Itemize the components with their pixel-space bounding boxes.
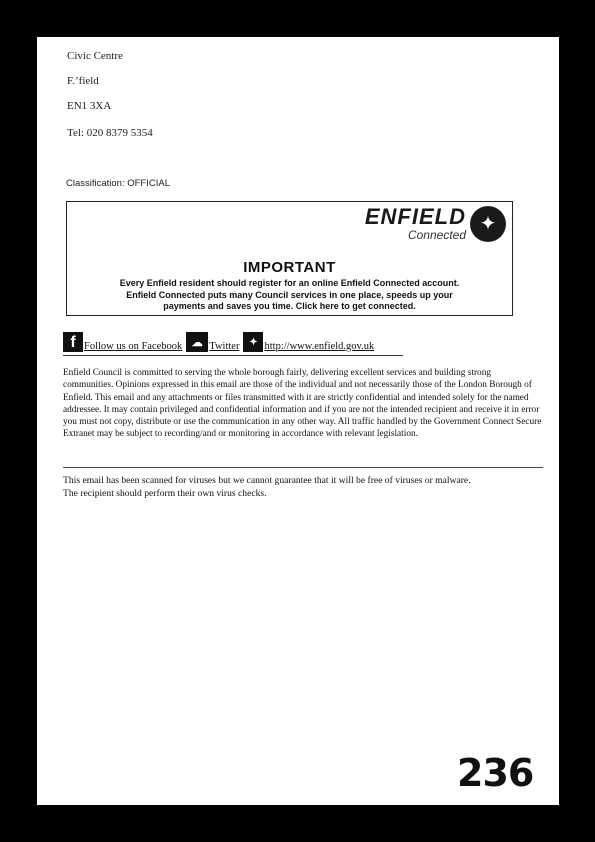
virus-notice-line-2: The recipient should perform their own virus checks. xyxy=(63,487,267,499)
address-phone: Tel: 020 8379 5354 xyxy=(67,127,153,139)
banner-message xyxy=(73,278,506,313)
enfield-connected-banner[interactable] xyxy=(66,201,513,316)
address-line-1: Civic Centre xyxy=(67,50,123,62)
twitter-icon[interactable]: ☁ xyxy=(186,332,208,352)
banner-message-line-3[interactable]: payments and saves you time. Click here to get connected. xyxy=(163,301,416,311)
banner-heading: IMPORTANT xyxy=(243,259,336,276)
address-line-2: F.’field xyxy=(67,75,99,87)
twitter-link[interactable]: Twitter xyxy=(209,341,240,352)
disclaimer-text: Enfield Council is committed to serving the whole borough fairly, delivering excellent services and building strong communities. Opinions expressed in this email are those of the individual and not necessarily those of the London Borough of Enfield. This email and any attachments or files transmitted with it are strictly confidential and intended solely for the named addressee. It may contain privileged and confidential information and if you are not the intended recipient and receive it in error you must not copy, distribute or use the communication in any other way. All traffic handled by the Government Connect Secure Extranet may be subject to recording/and or monitoring in accordance with relevant legislation. xyxy=(63,368,542,440)
handwritten-page-number: 236 xyxy=(457,751,534,795)
facebook-link[interactable]: Follow us on Facebook xyxy=(84,341,183,352)
divider xyxy=(63,467,543,468)
address-postcode: EN1 3XA xyxy=(67,100,112,112)
social-links xyxy=(63,330,378,352)
divider xyxy=(63,355,403,356)
classification-label: Classification: OFFICIAL xyxy=(66,178,170,189)
website-link[interactable]: http://www.enfield.gov.uk xyxy=(264,341,375,352)
banner-message-line-1: Every Enfield resident should register for an online Enfield Connected account. xyxy=(119,278,460,288)
logo-sub-text: Connected xyxy=(407,228,466,242)
enfield-connected-logo xyxy=(365,206,466,241)
virus-notice xyxy=(63,475,553,500)
virus-notice-line-1: This email has been scanned for viruses but we cannot guarantee that it will be free of viruses or malware. xyxy=(63,475,471,486)
banner-message-line-2: Enfield Connected puts many Council services in one place, speeds up your xyxy=(126,289,453,300)
enfield-website-icon[interactable]: ✦ xyxy=(243,332,263,352)
logo-main-text: ENFIELD xyxy=(364,204,466,229)
facebook-icon[interactable]: f xyxy=(63,332,83,352)
enfield-crest-icon: ✦ xyxy=(470,206,506,242)
document-page xyxy=(37,37,559,805)
